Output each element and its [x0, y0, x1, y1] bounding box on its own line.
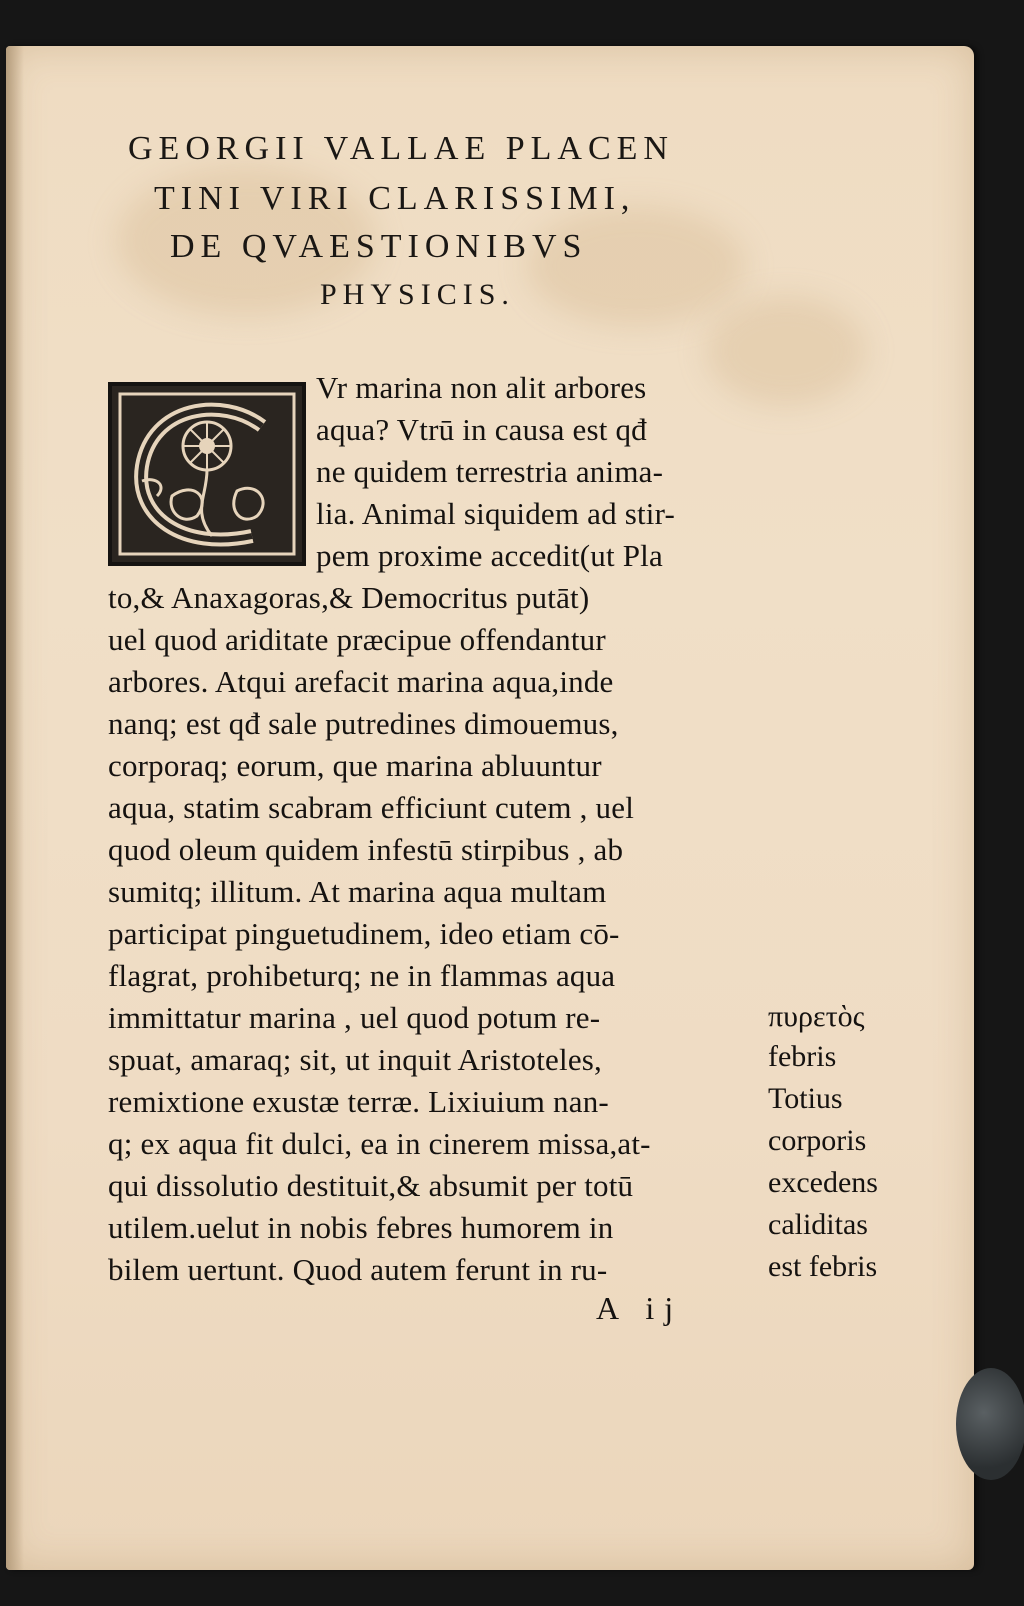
title-line-1: GEORGII VALLAE PLACEN	[128, 130, 674, 167]
body-line: nanq; est qđ sale putredines dimouemus,	[108, 706, 619, 741]
body-line: pem proxime accedit(ut Pla	[316, 538, 663, 573]
body-line: to,& Anaxagoras,& Democritus putāt)	[108, 580, 590, 615]
floral-woodcut-icon	[112, 386, 302, 562]
margin-note-line: caliditas	[768, 1208, 868, 1241]
body-line: uel quod ariditate præcipue offendantur	[108, 622, 606, 657]
body-line: corporaq; eorum, que marina abluuntur	[108, 748, 602, 783]
signature-mark: A ij	[596, 1290, 684, 1326]
body-line: aqua, statim scabram efficiunt cutem , uel	[108, 790, 635, 825]
margin-note-line: Totius	[768, 1082, 843, 1115]
body-line: sumitq; illitum. At marina aqua multam	[108, 874, 607, 909]
title-line-3: DE QVAESTIONIBVS	[170, 228, 588, 265]
body-line: aqua? Vtrū in causa est qđ	[316, 412, 647, 447]
margin-note-line: excedens	[768, 1166, 878, 1199]
body-line: lia. Animal siquidem ad stir-	[316, 496, 676, 531]
body-line: qui dissolutio destituit,& absumit per totū	[108, 1168, 634, 1203]
margin-note-line: πυρετὸς	[768, 1000, 865, 1033]
margin-note-line: corporis	[768, 1124, 867, 1157]
paper-stain	[526, 206, 746, 326]
body-line: participat pinguetudinem, ideo etiam cō-	[108, 916, 620, 951]
title-line-4: PHYSICIS.	[320, 278, 515, 311]
body-line: quod oleum quidem infestū stirpibus , ab	[108, 832, 624, 867]
page-gutter-shadow	[6, 46, 24, 1570]
body-line: flagrat, prohibeturq; ne in flammas aqua	[108, 958, 616, 993]
body-line: arbores. Atqui arefacit marina aqua,inde	[108, 664, 614, 699]
margin-note-line: est febris	[768, 1250, 878, 1283]
margin-note-line: febris	[768, 1040, 837, 1073]
body-line: Vr marina non alit arbores	[316, 370, 647, 405]
paper-stain	[706, 296, 866, 406]
title-line-2: TINI VIRI CLARISSIMI,	[154, 180, 636, 217]
body-line: bilem uertunt. Quod autem ferunt in ru-	[108, 1252, 608, 1287]
book-clip	[956, 1368, 1024, 1480]
body-line: immittatur marina , uel quod potum re-	[108, 1000, 601, 1035]
body-line: ne quidem terrestria anima-	[316, 454, 664, 489]
body-line: q; ex aqua fit dulci, ea in cinerem missa,at-	[108, 1126, 651, 1161]
body-line: utilem.uelut in nobis febres humorem in	[108, 1210, 614, 1245]
body-line: remixtione exustæ terræ. Lixiuium nan-	[108, 1084, 609, 1119]
body-line: spuat, amaraq; sit, ut inquit Aristoteles,	[108, 1042, 603, 1077]
decorated-initial-c	[108, 382, 306, 566]
